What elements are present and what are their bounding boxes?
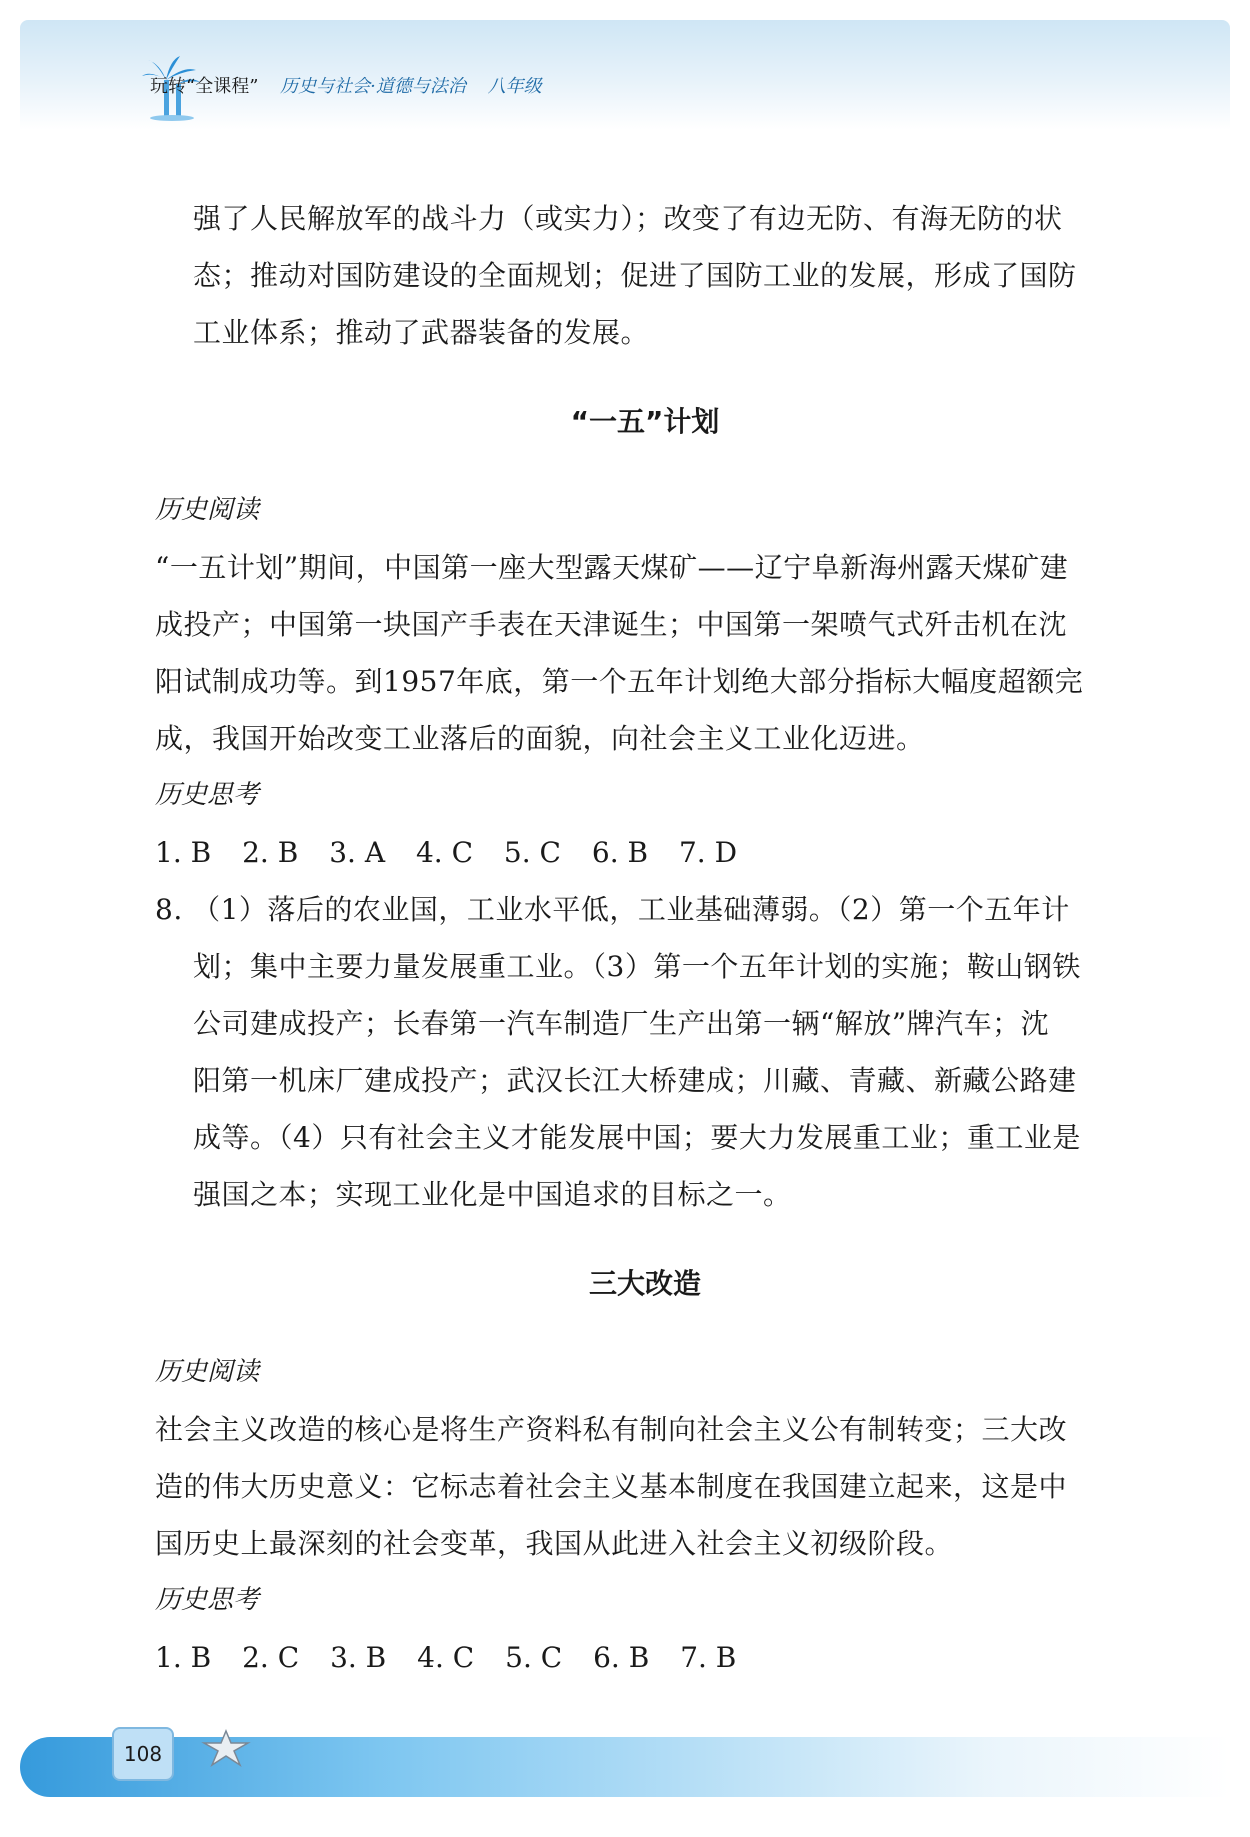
q8-answer-line: 公司建成投产；长春第一汽车制造厂生产出第一辆“解放”牌汽车；沈 [193, 1007, 1050, 1040]
answer-item: 4. C [417, 1641, 475, 1674]
page-number: 108 [112, 1727, 174, 1781]
grade-label: 八年级 [487, 76, 542, 97]
reading-line: 国历史上最深刻的社会变革，我国从此进入社会主义初级阶段。 [155, 1527, 954, 1560]
q8-answer-line: 8. （1）落后的农业国，工业水平低，工业基础薄弱。（2）第一个五年计 [155, 893, 1070, 926]
reading-line: “一五计划”期间，中国第一座大型露天煤矿——辽宁阜新海州露天煤矿建 [155, 551, 1069, 584]
reading-line: 造的伟大历史意义：它标志着社会主义基本制度在我国建立起来，这是中 [155, 1470, 1068, 1503]
answer-item: 6. B [591, 836, 649, 869]
starfish-icon [198, 1727, 254, 1767]
reading-line: 成，我国开始改变工业落后的面貌，向社会主义工业化迈进。 [155, 722, 925, 755]
answer-item: 5. C [503, 836, 561, 869]
reading-line: 阳试制成功等。到1957年底，第一个五年计划绝大部分指标大幅度超额完 [155, 665, 1084, 698]
q8-answer-line: 成等。（4）只有社会主义才能发展中国；要大力发展重工业；重工业是 [193, 1121, 1081, 1154]
q8-answer-line: 阳第一机床厂建成投产；武汉长江大桥建成；川藏、青藏、新藏公路建 [193, 1064, 1077, 1097]
answer-item: 5. C [505, 1641, 563, 1674]
answer-item: 3. A [329, 836, 386, 869]
section-title-first-five-year-plan: “一五”计划 [570, 405, 720, 438]
answer-item: 1. B [155, 1641, 212, 1674]
answer-item: 7. D [678, 836, 738, 869]
continuation-line: 工业体系；推动了武器装备的发展。 [193, 316, 650, 349]
answer-item: 2. C [242, 1641, 300, 1674]
history-reading-label: 历史阅读 [155, 495, 260, 525]
answer-item: 3. B [330, 1641, 387, 1674]
subject-title: 历史与社会·道德与法治 [280, 76, 466, 97]
answer-row [155, 824, 1135, 881]
reading-line: 成投产；中国第一块国产手表在天津诞生；中国第一架喷气式歼击机在沈 [155, 608, 1068, 641]
history-reading-label: 历史阅读 [155, 1357, 260, 1387]
answer-item: 2. B [242, 836, 299, 869]
answer-item: 6. B [593, 1641, 650, 1674]
q8-answer-line: 划；集中主要力量发展重工业。（3）第一个五年计划的实施；鞍山钢铁 [193, 950, 1081, 983]
book-series-title: 玩转“全课程” [150, 76, 259, 97]
history-thinking-label: 历史思考 [155, 1585, 260, 1615]
answer-row [155, 1629, 1135, 1686]
history-thinking-label: 历史思考 [155, 780, 260, 810]
section-title-three-transformations: 三大改造 [588, 1267, 701, 1300]
continuation-line: 强了人民解放军的战斗力（或实力）；改变了有边无防、有海无防的状 [193, 202, 1063, 235]
page-body [155, 190, 1135, 1686]
reading-line: 社会主义改造的核心是将生产资料私有制向社会主义公有制转变；三大改 [155, 1413, 1068, 1446]
answer-item: 1. B [155, 836, 212, 869]
q8-answer-line: 强国之本；实现工业化是中国追求的目标之一。 [193, 1178, 792, 1211]
running-header [150, 72, 542, 98]
answer-item: 4. C [415, 836, 474, 869]
answer-item: 7. B [680, 1641, 737, 1674]
continuation-line: 态；推动对国防建设的全面规划；促进了国防工业的发展，形成了国防 [193, 259, 1077, 292]
